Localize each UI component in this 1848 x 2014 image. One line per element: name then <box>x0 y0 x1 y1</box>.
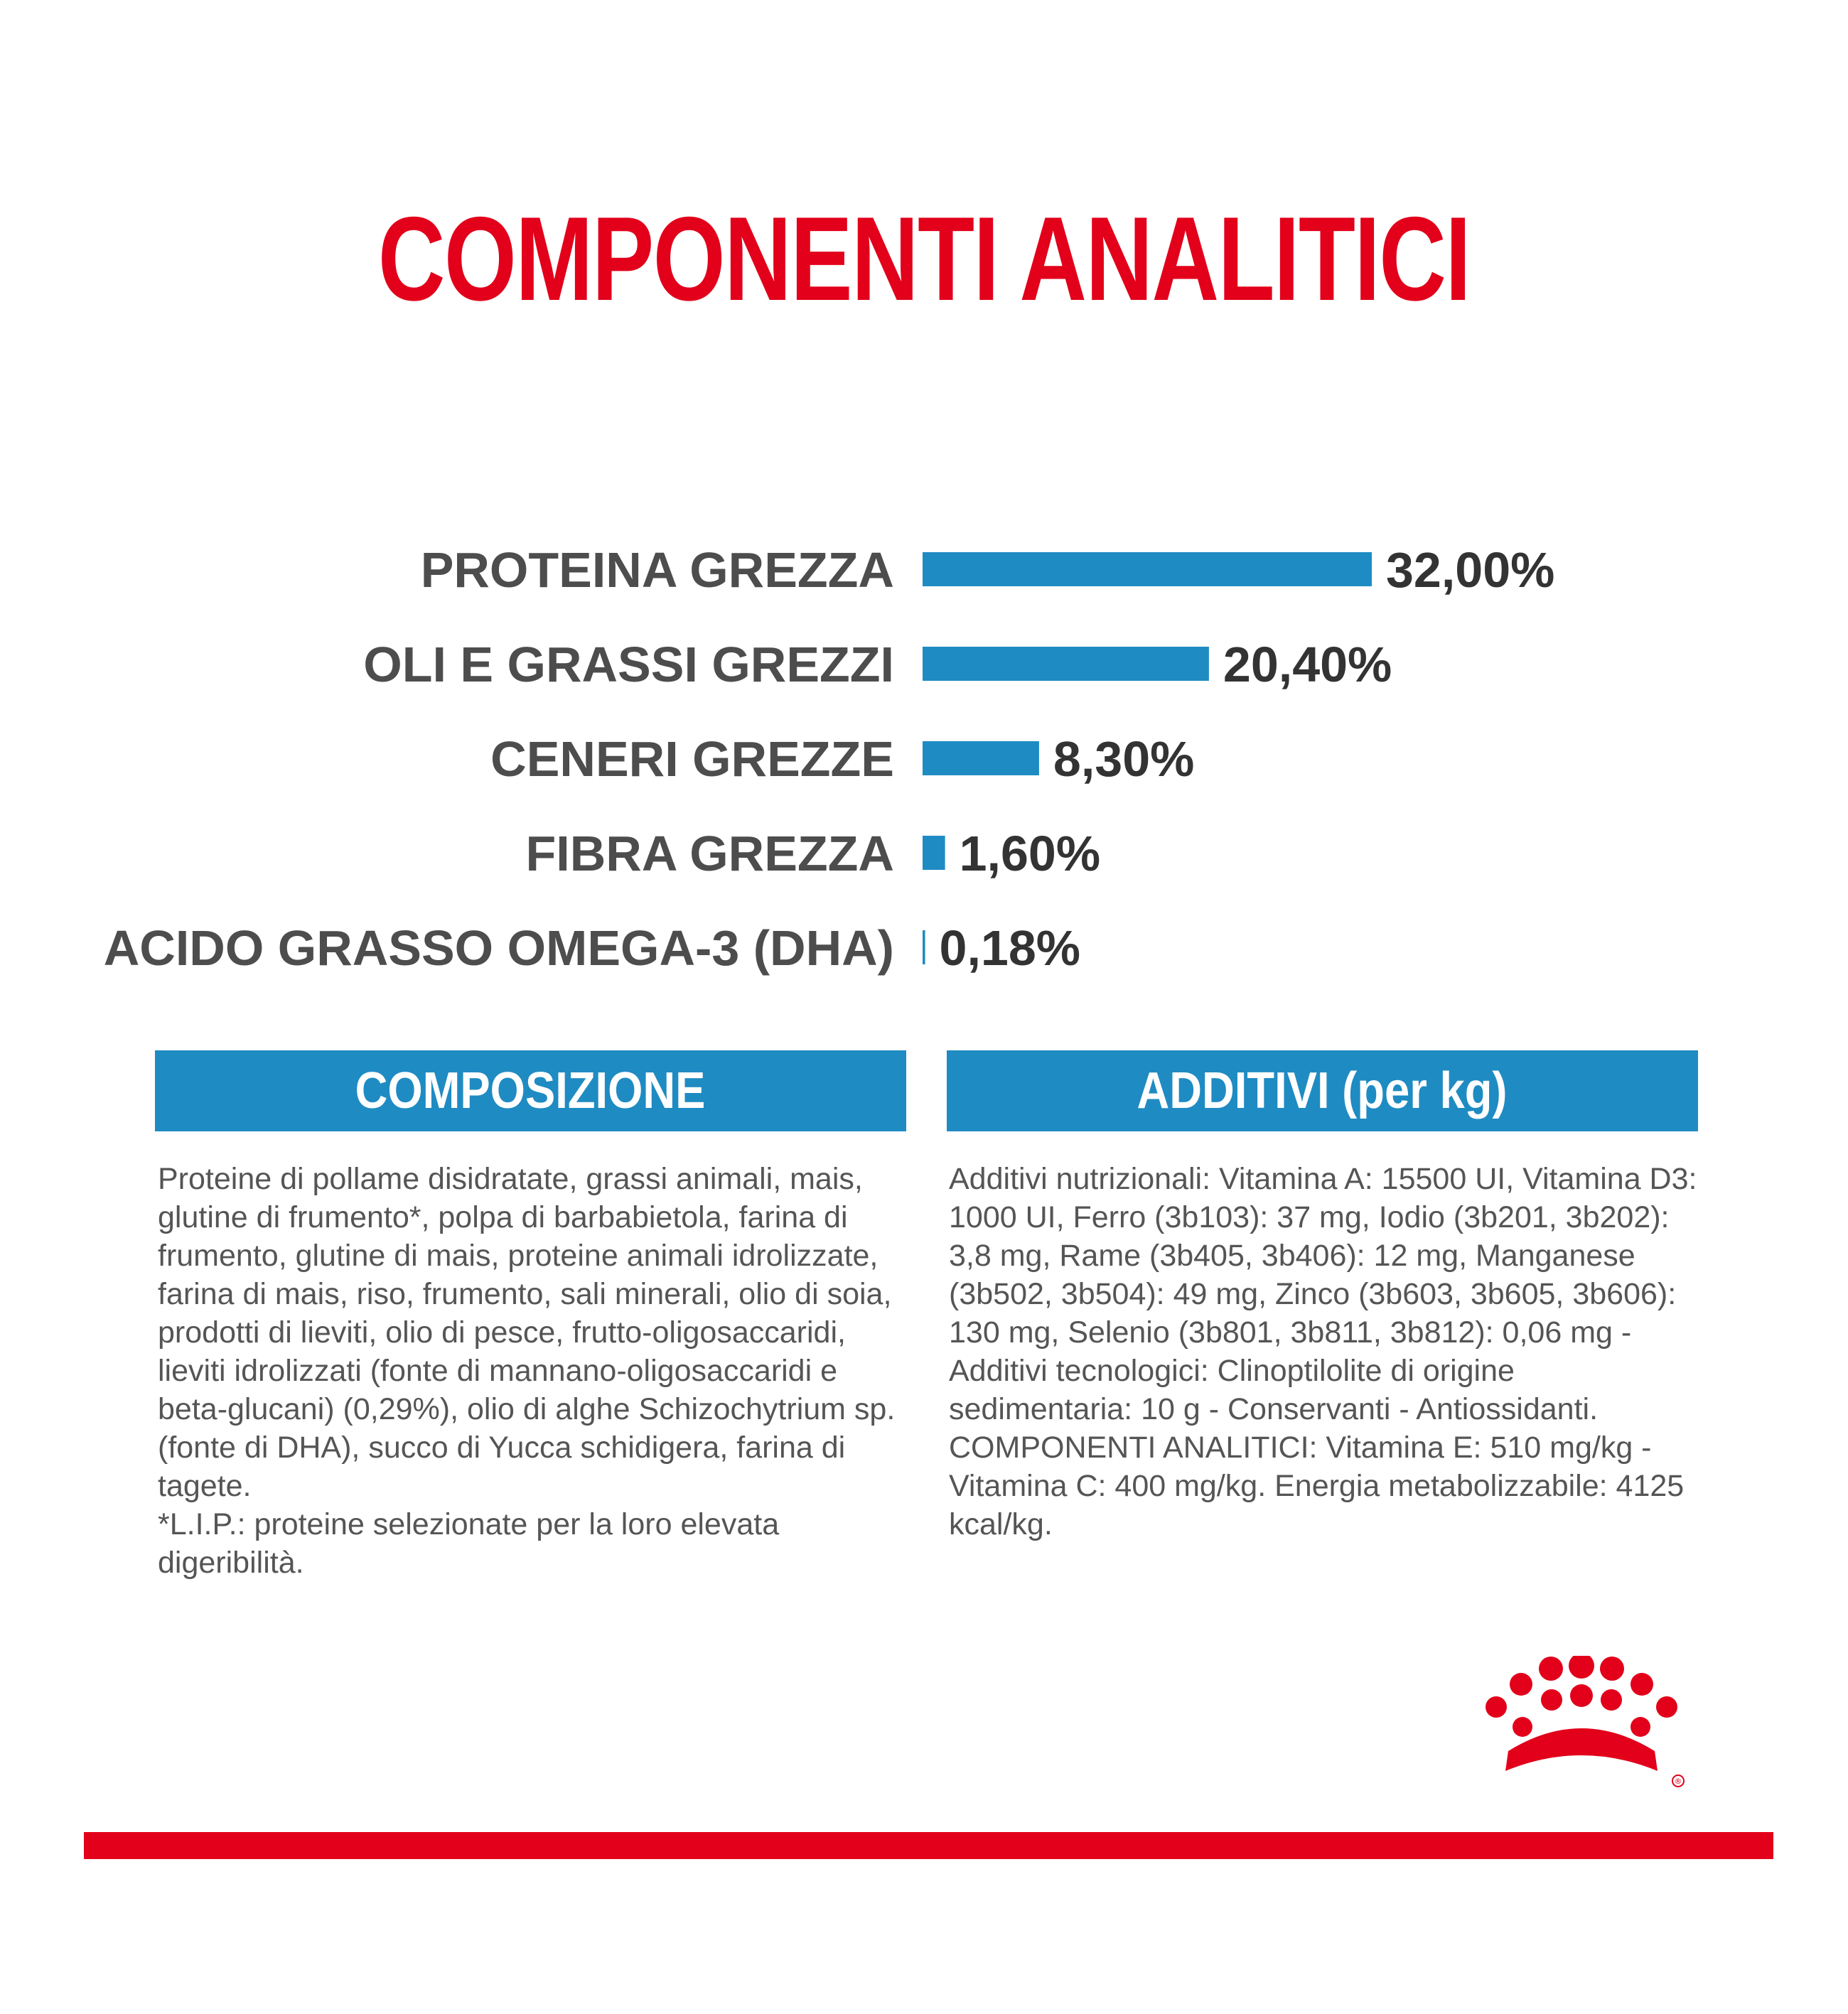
bar-value-label: 8,30% <box>1053 731 1195 787</box>
bar <box>923 930 925 964</box>
additives-text: Additivi nutrizionali: Vitamina A: 15500 UI, Vitamina D3: 1000 UI, Ferro (3b103): 37 mg, Iodio (3b201, 3b202): 3,8 mg, Rame (3b405, 3b406): 12 mg, Manganese (3b502, 3b504): 49 mg, Zinco (3b603, 3b605, 3b606): 130 mg, Selenio (3b801, 3b811, 3b812): 0,06 mg - Additivi tecnologici: Clinoptilolite di origine sedimentaria: 10 g - Conservanti - Antiossidanti. COMPONENTI ANALITICI: Vitamina E: 510 mg/kg - Vitamina C: 400 mg/kg. Energia metabolizzabile: 4125 kcal/kg. <box>949 1162 1697 1541</box>
registered-mark: ® <box>1674 1777 1682 1786</box>
bar-value-label: 20,40% <box>1223 637 1392 692</box>
bar <box>923 836 945 870</box>
bar-value-label: 0,18% <box>939 920 1081 976</box>
bar-label: CENERI GREZZE <box>490 731 894 787</box>
bar-label: PROTEINA GREZZA <box>420 542 894 598</box>
crown-logo-icon <box>1471 1656 1692 1798</box>
bar-value-label: 1,60% <box>959 826 1101 881</box>
bar-value-label: 32,00% <box>1386 542 1555 598</box>
bar <box>923 552 1372 586</box>
additives-header-label: ADDITIVI (per kg) <box>1137 1062 1508 1119</box>
composition-header-label: COMPOSIZIONE <box>355 1062 706 1119</box>
page-title: COMPONENTI ANALITICI <box>377 192 1471 325</box>
composition-header <box>155 1050 906 1131</box>
composition-text: Proteine di pollame disidratate, grassi animali, mais, glutine di frumento*, polpa di barbabietola, farina di frumento, glutine di mais, proteine animali idrolizzate, farina di mais, riso, frumento, sali minerali, olio di soia, prodotti di lieviti, olio di pesce, frutto-oligosaccaridi, lieviti idrolizzati (fonte di mannano-oligosaccaridi e beta-glucani) (0,29%), olio di alghe Schizochytrium sp. (fonte di DHA), succo di Yucca schidigera, farina di tagete. <box>158 1162 896 1503</box>
bars-group <box>104 542 1555 976</box>
composition-footnote: *L.I.P.: proteine selezionate per la loro elevata digeribilità. <box>158 1507 780 1580</box>
bar <box>923 741 1039 775</box>
composition-text-block <box>158 1160 911 1582</box>
bar-label: OLI E GRASSI GREZZI <box>363 637 894 692</box>
bar-label: ACIDO GRASSO OMEGA-3 (DHA) <box>103 920 894 976</box>
bar <box>923 647 1209 681</box>
footer-red-bar <box>84 1832 1773 1859</box>
bar-label: FIBRA GREZZA <box>525 826 894 881</box>
additives-header <box>947 1050 1698 1131</box>
additives-text-block <box>949 1160 1702 1544</box>
